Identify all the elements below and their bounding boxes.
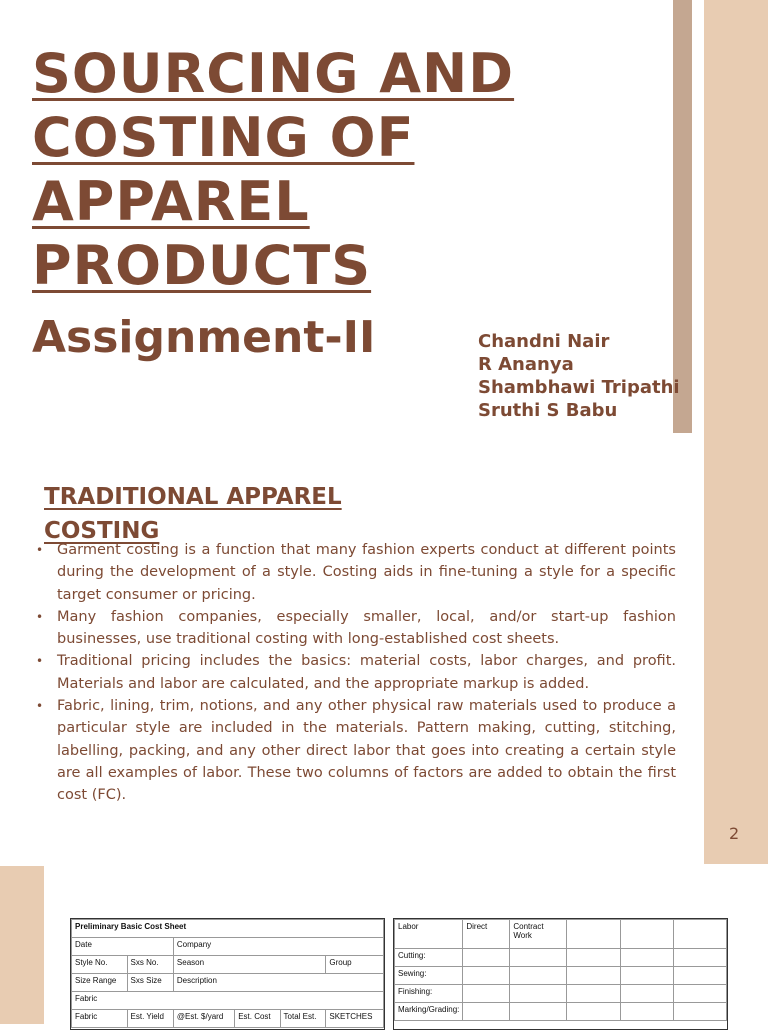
- empty-cell: [463, 985, 510, 1003]
- bullet-text: Garment costing is a function that many fashion experts conduct at different points during the development of a style. Costing aids in fine-tuning a style for a specific target consumer or pricing.: [57, 542, 676, 603]
- author-name: Chandni Nair: [478, 331, 610, 352]
- sxs-size-label: Sxs Size: [127, 974, 173, 992]
- title-line-2: COSTING OF: [32, 106, 415, 169]
- marking-grading-label: Marking/Grading:: [395, 1003, 463, 1021]
- bullet-text: Traditional pricing includes the basics: material costs, labor charges, and profit. Materials and labor are calculated, and the appropriate markup is added.: [57, 653, 676, 692]
- fabric-section-label: Fabric: [72, 992, 384, 1010]
- empty-cell: [620, 920, 673, 949]
- bullet-text: Fabric, lining, trim, notions, and any other physical raw materials used to produce a particular style are included in the materials. Pattern making, cutting, stitching, labelling, packing, and any other direct labor that goes into creating a certain style are all examples of labor. These two columns of factors are added to obtain the first cost (FC).: [57, 698, 676, 804]
- slide-title: [32, 42, 632, 298]
- bullet-dot-icon: •: [36, 699, 44, 714]
- cost-sheet-title: Preliminary Basic Cost Sheet: [72, 920, 384, 938]
- empty-cell: [620, 985, 673, 1003]
- empty-cell: [673, 985, 726, 1003]
- bullet-item: [36, 695, 676, 806]
- bullet-dot-icon: •: [36, 543, 44, 557]
- bullet-dot-icon: •: [36, 609, 44, 624]
- empty-cell: [567, 1003, 620, 1021]
- est-yard-header: @Est. $/yard: [173, 1010, 234, 1028]
- slide-subtitle: Assignment-II: [32, 312, 376, 363]
- est-cost-header: Est. Cost: [235, 1010, 280, 1028]
- bullet-dot-icon: •: [36, 654, 44, 669]
- sketches-header: SKETCHES: [326, 1010, 384, 1028]
- empty-cell: [673, 949, 726, 967]
- sewing-label: Sewing:: [395, 967, 463, 985]
- author-name: R Ananya: [478, 354, 574, 375]
- bullet-item: [36, 606, 676, 651]
- empty-cell: [567, 985, 620, 1003]
- fabric-column-header: Fabric: [72, 1010, 128, 1028]
- size-range-label: Size Range: [72, 974, 128, 992]
- empty-cell: [620, 1003, 673, 1021]
- group-label: Group: [326, 956, 384, 974]
- empty-cell: [510, 985, 567, 1003]
- empty-cell: [567, 967, 620, 985]
- sxs-no-label: Sxs No.: [127, 956, 173, 974]
- author-name: Shambhawi Tripathi: [478, 377, 680, 398]
- est-yield-header: Est. Yield: [127, 1010, 173, 1028]
- bullet-item: [36, 650, 676, 695]
- bullet-item: [36, 539, 676, 606]
- empty-cell: [673, 920, 726, 949]
- empty-cell: [510, 1003, 567, 1021]
- bullet-text: Many fashion companies, especially smaller, local, and/or start-up fashion businesses, use traditional costing with long-established cost sheets.: [57, 608, 676, 648]
- bullet-list: [36, 539, 676, 807]
- finishing-label: Finishing:: [395, 985, 463, 1003]
- cutting-label: Cutting:: [395, 949, 463, 967]
- title-line-3: APPAREL: [32, 170, 310, 233]
- contract-work-header: Contract Work: [510, 920, 567, 949]
- left-decorative-band: [0, 866, 44, 1024]
- company-label: Company: [173, 938, 383, 956]
- empty-cell: [567, 920, 620, 949]
- page-number: 2: [729, 824, 740, 843]
- cost-sheet-right: [393, 918, 728, 1030]
- style-no-label: Style No.: [72, 956, 128, 974]
- empty-cell: [463, 967, 510, 985]
- empty-cell: [510, 967, 567, 985]
- description-label: Description: [173, 974, 383, 992]
- empty-cell: [567, 949, 620, 967]
- labor-header: Labor: [395, 920, 463, 949]
- season-label: Season: [173, 956, 325, 974]
- direct-header: Direct: [463, 920, 510, 949]
- empty-cell: [673, 1003, 726, 1021]
- empty-cell: [620, 967, 673, 985]
- cost-sheet-left: [70, 918, 385, 1030]
- empty-cell: [463, 949, 510, 967]
- title-line-4: PRODUCTS: [32, 234, 372, 297]
- total-est-header: Total Est.: [280, 1010, 326, 1028]
- section-heading: TRADITIONAL APPAREL COSTING: [44, 484, 342, 544]
- right-decorative-band: [704, 0, 768, 864]
- author-list: [478, 330, 680, 422]
- empty-cell: [673, 967, 726, 985]
- empty-cell: [510, 949, 567, 967]
- empty-cell: [620, 949, 673, 967]
- title-line-1: SOURCING AND: [32, 42, 515, 105]
- date-label: Date: [72, 938, 174, 956]
- empty-cell: [463, 1003, 510, 1021]
- author-name: Sruthi S Babu: [478, 400, 618, 421]
